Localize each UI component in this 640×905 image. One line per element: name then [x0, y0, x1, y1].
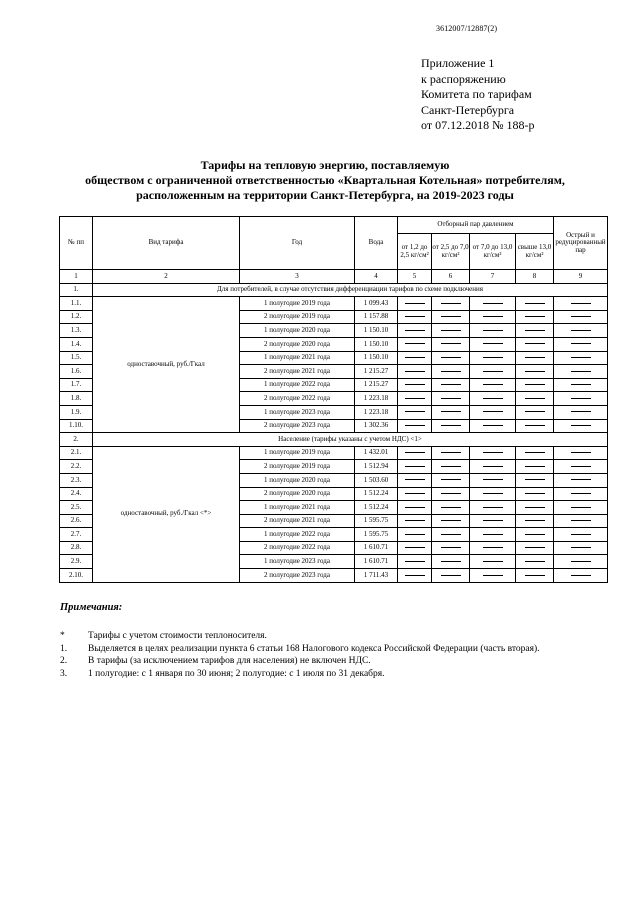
steam-cell	[516, 297, 554, 311]
appendix-block	[421, 56, 535, 134]
steam-cell	[470, 297, 516, 311]
row-water: 1 150.10	[355, 337, 398, 351]
steam-cell	[432, 378, 470, 392]
row-num: 1.10.	[60, 419, 93, 433]
steam-cell	[432, 419, 470, 433]
row-water: 1 157.88	[355, 310, 398, 324]
steam-cell	[554, 365, 608, 379]
steam-cell	[432, 324, 470, 338]
row-num: 2.4.	[60, 487, 93, 501]
row-num: 1.2.	[60, 310, 93, 324]
section-num: 2.	[60, 433, 93, 447]
steam-cell	[432, 501, 470, 515]
steam-cell	[554, 351, 608, 365]
tariff-type-cell: одноставочный, руб./Гкал	[93, 297, 240, 433]
steam-cell	[470, 473, 516, 487]
header-steam-group: Отборный пар давлением	[398, 217, 554, 234]
steam-cell	[554, 446, 608, 460]
steam-cell	[554, 324, 608, 338]
row-period: 2 полугодие 2023 года	[240, 569, 355, 583]
row-period: 2 полугодие 2023 года	[240, 419, 355, 433]
row-water: 1 595.75	[355, 528, 398, 542]
steam-cell	[554, 473, 608, 487]
note-text: Выделяется в целях реализации пункта 6 статьи 168 Налогового кодекса Российской Федерации (часть вторая).	[88, 643, 540, 654]
row-period: 2 полугодие 2021 года	[240, 365, 355, 379]
steam-cell	[516, 310, 554, 324]
header-steam-3: от 7,0 до 13,0 кг/см²	[470, 234, 516, 270]
column-number: 5	[398, 270, 432, 284]
steam-cell	[432, 297, 470, 311]
row-num: 2.9.	[60, 555, 93, 569]
row-water: 1 610.71	[355, 555, 398, 569]
steam-cell	[432, 569, 470, 583]
steam-cell	[398, 419, 432, 433]
header-tariff-type: Вид тарифа	[93, 217, 240, 270]
steam-cell	[398, 324, 432, 338]
header-num: № пп	[60, 217, 93, 270]
note-item	[60, 668, 620, 681]
steam-cell	[554, 541, 608, 555]
steam-cell	[432, 337, 470, 351]
steam-cell	[470, 351, 516, 365]
note-text: В тарифы (за исключением тарифов для населения) не включен НДС.	[88, 656, 371, 666]
steam-cell	[470, 487, 516, 501]
row-period: 2 полугодие 2019 года	[240, 310, 355, 324]
steam-cell	[516, 405, 554, 419]
steam-cell	[470, 392, 516, 406]
row-num: 2.3.	[60, 473, 93, 487]
row-period: 2 полугодие 2019 года	[240, 460, 355, 474]
steam-cell	[554, 405, 608, 419]
note-mark: 1.	[60, 643, 68, 654]
row-water: 1 099.43	[355, 297, 398, 311]
header-row	[60, 217, 608, 234]
steam-cell	[554, 392, 608, 406]
row-period: 1 полугодие 2019 года	[240, 297, 355, 311]
steam-cell	[398, 501, 432, 515]
steam-cell	[516, 541, 554, 555]
steam-cell	[516, 337, 554, 351]
steam-cell	[516, 419, 554, 433]
steam-cell	[398, 487, 432, 501]
steam-cell	[398, 297, 432, 311]
notes-title: Примечания:	[60, 602, 123, 613]
section-num: 1.	[60, 283, 93, 297]
note-text: Тарифы с учетом стоимости теплоносителя.	[88, 631, 267, 641]
steam-cell	[554, 378, 608, 392]
row-period: 1 полугодие 2021 года	[240, 501, 355, 515]
row-num: 1.3.	[60, 324, 93, 338]
steam-cell	[432, 514, 470, 528]
steam-cell	[398, 365, 432, 379]
section-row	[60, 433, 608, 447]
row-period: 1 полугодие 2020 года	[240, 324, 355, 338]
appendix-line: Комитета по тарифам	[421, 87, 532, 101]
row-num: 1.1.	[60, 297, 93, 311]
steam-cell	[516, 569, 554, 583]
steam-cell	[516, 501, 554, 515]
section-row	[60, 283, 608, 297]
section-title: Население (тарифы указаны с учетом НДС) <1>	[93, 433, 608, 447]
steam-cell	[554, 460, 608, 474]
steam-cell	[516, 351, 554, 365]
row-water: 1 215.27	[355, 365, 398, 379]
row-water: 1 223.18	[355, 392, 398, 406]
steam-cell	[516, 528, 554, 542]
steam-cell	[470, 365, 516, 379]
row-num: 2.7.	[60, 528, 93, 542]
title-line: Тарифы на тепловую энергию, поставляемую	[200, 158, 450, 172]
table-row	[60, 297, 608, 311]
row-water: 1 150.10	[355, 324, 398, 338]
steam-cell	[554, 297, 608, 311]
steam-cell	[554, 528, 608, 542]
row-water: 1 610.71	[355, 541, 398, 555]
steam-cell	[554, 419, 608, 433]
document-title	[60, 158, 590, 203]
steam-cell	[398, 460, 432, 474]
header-water: Вода	[355, 217, 398, 270]
row-num: 2.6.	[60, 514, 93, 528]
row-period: 1 полугодие 2023 года	[240, 405, 355, 419]
note-mark: 2.	[60, 656, 68, 666]
steam-cell	[554, 555, 608, 569]
steam-cell	[432, 446, 470, 460]
steam-cell	[432, 460, 470, 474]
column-number-row	[60, 270, 608, 284]
row-water: 1 223.18	[355, 405, 398, 419]
row-water: 1 150.10	[355, 351, 398, 365]
section-title: Для потребителей, в случае отсутствия дифференциации тарифов по схеме подключения	[93, 283, 608, 297]
steam-cell	[470, 460, 516, 474]
row-water: 1 215.27	[355, 378, 398, 392]
row-water: 1 711.43	[355, 569, 398, 583]
steam-cell	[470, 378, 516, 392]
steam-cell	[398, 473, 432, 487]
row-period: 1 полугодие 2019 года	[240, 446, 355, 460]
document-number: 3612007/12887(2)	[436, 24, 498, 33]
column-number: 3	[240, 270, 355, 284]
steam-cell	[432, 351, 470, 365]
title-line: расположенным на территории Санкт-Петербурга, на 2019-2023 годы	[136, 188, 514, 202]
table-row	[60, 446, 608, 460]
steam-cell	[516, 378, 554, 392]
steam-cell	[554, 487, 608, 501]
steam-cell	[398, 351, 432, 365]
steam-cell	[470, 514, 516, 528]
header-hot-steam: Острый и редуцированный пар	[554, 217, 608, 270]
steam-cell	[516, 460, 554, 474]
header-year: Год	[240, 217, 355, 270]
row-water: 1 432.01	[355, 446, 398, 460]
header-steam-4: свыше 13,0 кг/см²	[516, 234, 554, 270]
row-water: 1 512.24	[355, 487, 398, 501]
note-mark: 3.	[60, 668, 68, 679]
row-period: 2 полугодие 2020 года	[240, 337, 355, 351]
steam-cell	[470, 405, 516, 419]
row-num: 2.10.	[60, 569, 93, 583]
steam-cell	[554, 569, 608, 583]
row-water: 1 595.75	[355, 514, 398, 528]
row-period: 2 полугодие 2022 года	[240, 392, 355, 406]
steam-cell	[516, 514, 554, 528]
steam-cell	[516, 487, 554, 501]
column-number: 8	[516, 270, 554, 284]
row-num: 1.6.	[60, 365, 93, 379]
steam-cell	[554, 514, 608, 528]
row-period: 1 полугодие 2022 года	[240, 528, 355, 542]
row-water: 1 512.24	[355, 501, 398, 515]
steam-cell	[516, 446, 554, 460]
row-period: 2 полугодие 2022 года	[240, 541, 355, 555]
header-steam-1: от 1,2 до 2,5 кг/см²	[398, 234, 432, 270]
appendix-line: к распоряжению	[421, 71, 506, 86]
steam-cell	[516, 392, 554, 406]
column-number: 7	[470, 270, 516, 284]
steam-cell	[432, 392, 470, 406]
steam-cell	[516, 555, 554, 569]
steam-cell	[432, 310, 470, 324]
row-num: 1.5.	[60, 351, 93, 365]
steam-cell	[470, 569, 516, 583]
row-period: 1 полугодие 2021 года	[240, 351, 355, 365]
steam-cell	[398, 528, 432, 542]
steam-cell	[398, 514, 432, 528]
header-steam-2: от 2,5 до 7,0 кг/см²	[432, 234, 470, 270]
column-number: 9	[554, 270, 608, 284]
row-num: 1.7.	[60, 378, 93, 392]
column-number: 1	[60, 270, 93, 284]
row-period: 1 полугодие 2022 года	[240, 378, 355, 392]
steam-cell	[432, 365, 470, 379]
steam-cell	[470, 555, 516, 569]
steam-cell	[398, 378, 432, 392]
steam-cell	[470, 446, 516, 460]
row-num: 2.2.	[60, 460, 93, 474]
steam-cell	[398, 569, 432, 583]
steam-cell	[470, 419, 516, 433]
steam-cell	[398, 541, 432, 555]
steam-cell	[398, 446, 432, 460]
row-period: 1 полугодие 2020 года	[240, 473, 355, 487]
steam-cell	[470, 528, 516, 542]
row-water: 1 302.36	[355, 419, 398, 433]
steam-cell	[516, 324, 554, 338]
row-water: 1 503.60	[355, 473, 398, 487]
steam-cell	[398, 555, 432, 569]
steam-cell	[470, 541, 516, 555]
steam-cell	[398, 405, 432, 419]
steam-cell	[432, 528, 470, 542]
steam-cell	[470, 337, 516, 351]
steam-cell	[554, 337, 608, 351]
appendix-line: от 07.12.2018 № 188-р	[421, 118, 535, 132]
steam-cell	[432, 541, 470, 555]
row-num: 1.8.	[60, 392, 93, 406]
row-num: 2.5.	[60, 501, 93, 515]
note-item	[60, 643, 620, 656]
appendix-line: Приложение 1	[421, 56, 495, 70]
steam-cell	[516, 365, 554, 379]
row-num: 1.9.	[60, 405, 93, 419]
steam-cell	[554, 501, 608, 515]
row-period: 2 полугодие 2020 года	[240, 487, 355, 501]
row-num: 2.8.	[60, 541, 93, 555]
steam-cell	[398, 310, 432, 324]
row-water: 1 512.94	[355, 460, 398, 474]
row-period: 1 полугодие 2023 года	[240, 555, 355, 569]
note-text: 1 полугодие: с 1 января по 30 июня; 2 полугодие: с 1 июля по 31 декабря.	[88, 668, 385, 679]
appendix-line: Санкт-Петербурга	[421, 102, 515, 117]
row-num: 2.1.	[60, 446, 93, 460]
column-number: 2	[93, 270, 240, 284]
note-item	[60, 655, 620, 668]
column-number: 6	[432, 270, 470, 284]
steam-cell	[470, 501, 516, 515]
tariff-table	[59, 216, 608, 583]
steam-cell	[432, 473, 470, 487]
steam-cell	[470, 310, 516, 324]
steam-cell	[554, 310, 608, 324]
steam-cell	[398, 392, 432, 406]
steam-cell	[432, 487, 470, 501]
row-period: 2 полугодие 2021 года	[240, 514, 355, 528]
note-item	[60, 630, 620, 643]
title-line: обществом с ограниченной ответственностью «Квартальная Котельная» потребителям,	[85, 173, 565, 187]
tariff-type-cell: одноставочный, руб./Гкал <*>	[93, 446, 240, 582]
steam-cell	[432, 555, 470, 569]
notes-list	[60, 630, 620, 680]
column-number: 4	[355, 270, 398, 284]
note-mark: *	[60, 631, 65, 641]
steam-cell	[516, 473, 554, 487]
steam-cell	[398, 337, 432, 351]
steam-cell	[432, 405, 470, 419]
steam-cell	[470, 324, 516, 338]
row-num: 1.4.	[60, 337, 93, 351]
